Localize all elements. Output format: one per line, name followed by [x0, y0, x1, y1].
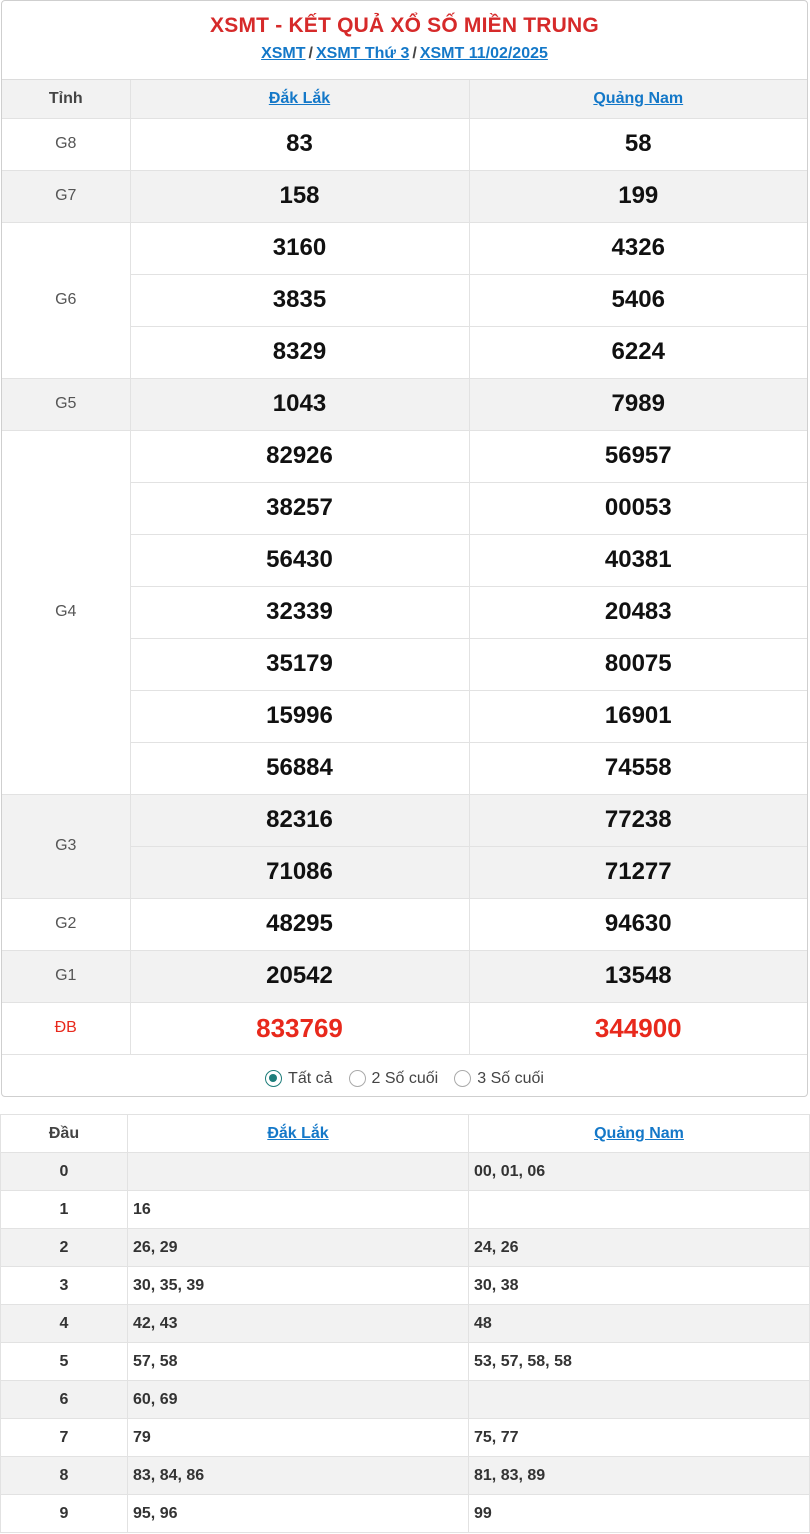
prize-number: 58 [469, 118, 807, 170]
loto-values: 53, 57, 58, 58 [469, 1343, 810, 1381]
prize-number: 94630 [469, 898, 807, 950]
loto-values: 60, 69 [128, 1381, 469, 1419]
prize-row [2, 118, 807, 170]
loto-head-digit: 5 [1, 1343, 128, 1381]
loto-values: 42, 43 [128, 1305, 469, 1343]
prize-number: 48295 [130, 898, 469, 950]
radio-unchecked-icon[interactable] [454, 1070, 471, 1087]
loto-values: 26, 29 [128, 1229, 469, 1267]
prize-number: 5406 [469, 274, 807, 326]
loto-head-digit: 0 [1, 1153, 128, 1191]
prize-number: 4326 [469, 222, 807, 274]
prize-number: 3835 [130, 274, 469, 326]
loto-row [1, 1267, 810, 1305]
province-link[interactable]: Đắk Lắk [268, 89, 331, 107]
prize-number: 13548 [469, 950, 807, 1002]
loto-province-header-2 [469, 1115, 810, 1153]
prize-number: 82926 [130, 430, 469, 482]
loto-values: 48 [469, 1305, 810, 1343]
prize-label: G7 [2, 170, 130, 222]
prize-label: G4 [2, 430, 130, 794]
results-card [1, 0, 808, 1097]
filter-option[interactable] [265, 1070, 332, 1088]
loto-head-digit: 6 [1, 1381, 128, 1419]
province-link[interactable]: Quảng Nam [594, 1124, 684, 1142]
filter-option[interactable] [349, 1070, 439, 1088]
prize-number: 158 [130, 170, 469, 222]
loto-values: 81, 83, 89 [469, 1457, 810, 1495]
prize-number: 20483 [469, 586, 807, 638]
loto-values: 99 [469, 1495, 810, 1533]
province-header-2 [469, 80, 807, 118]
loto-row [1, 1419, 810, 1457]
prize-number: 15996 [130, 690, 469, 742]
province-column-label: Tỉnh [2, 80, 130, 118]
prize-number: 38257 [130, 482, 469, 534]
prize-label: G8 [2, 118, 130, 170]
loto-head-table [0, 1114, 810, 1533]
radio-checked-icon[interactable] [265, 1070, 282, 1087]
loto-values: 75, 77 [469, 1419, 810, 1457]
prize-row [2, 430, 807, 482]
prize-number: 71086 [130, 846, 469, 898]
prize-label: ĐB [2, 1002, 130, 1054]
prize-number: 344900 [469, 1002, 807, 1054]
prize-number: 71277 [469, 846, 807, 898]
prize-row [2, 378, 807, 430]
loto-row [1, 1343, 810, 1381]
loto-values: 16 [128, 1191, 469, 1229]
prize-row [2, 170, 807, 222]
province-header-1 [130, 80, 469, 118]
loto-row [1, 1191, 810, 1229]
prize-number: 833769 [130, 1002, 469, 1054]
prize-number: 35179 [130, 638, 469, 690]
results-table-header [2, 80, 807, 118]
loto-row [1, 1153, 810, 1191]
province-link[interactable]: Quảng Nam [593, 89, 684, 107]
loto-head-digit: 2 [1, 1229, 128, 1267]
loto-values: 57, 58 [128, 1343, 469, 1381]
loto-province-header-1 [128, 1115, 469, 1153]
loto-values: 83, 84, 86 [128, 1457, 469, 1495]
prize-number: 56430 [130, 534, 469, 586]
prize-number: 82316 [130, 794, 469, 846]
prize-label: G5 [2, 378, 130, 430]
prize-number: 56957 [469, 430, 807, 482]
loto-head-digit: 3 [1, 1267, 128, 1305]
loto-values [469, 1381, 810, 1419]
prize-number: 74558 [469, 742, 807, 794]
filter-option[interactable] [454, 1070, 544, 1088]
breadcrumb-date-link[interactable]: XSMT 11/02/2025 [419, 45, 548, 62]
loto-values: 95, 96 [128, 1495, 469, 1533]
prize-row [2, 794, 807, 846]
loto-values [128, 1153, 469, 1191]
filter-option-label: 2 Số cuối [371, 1069, 439, 1087]
prize-number: 83 [130, 118, 469, 170]
prize-label: G6 [2, 222, 130, 378]
radio-unchecked-icon[interactable] [349, 1070, 366, 1087]
loto-values: 24, 26 [469, 1229, 810, 1267]
prize-row [2, 950, 807, 1002]
loto-head-digit: 1 [1, 1191, 128, 1229]
page-title: XSMT - KẾT QUẢ XỔ SỐ MIỀN TRUNG [210, 14, 599, 37]
prize-number: 16901 [469, 690, 807, 742]
prize-number: 6224 [469, 326, 807, 378]
loto-row [1, 1495, 810, 1533]
loto-values: 30, 35, 39 [128, 1267, 469, 1305]
prize-label: G2 [2, 898, 130, 950]
loto-values: 00, 01, 06 [469, 1153, 810, 1191]
loto-head-digit: 9 [1, 1495, 128, 1533]
loto-head-digit: 4 [1, 1305, 128, 1343]
prize-number: 32339 [130, 586, 469, 638]
loto-table-header [1, 1115, 810, 1153]
loto-values: 30, 38 [469, 1267, 810, 1305]
prize-row [2, 222, 807, 274]
prize-number: 199 [469, 170, 807, 222]
loto-head-digit: 8 [1, 1457, 128, 1495]
prize-number: 00053 [469, 482, 807, 534]
head-column-label: Đầu [1, 1115, 128, 1153]
prize-number: 20542 [130, 950, 469, 1002]
loto-values [469, 1191, 810, 1229]
prize-number: 1043 [130, 378, 469, 430]
prize-number: 7989 [469, 378, 807, 430]
prize-row [2, 1002, 807, 1054]
loto-row [1, 1229, 810, 1267]
breadcrumb-weekday-link[interactable]: XSMT Thứ 3 [315, 45, 410, 62]
digit-filter [2, 1055, 807, 1098]
prize-number: 80075 [469, 638, 807, 690]
loto-row [1, 1457, 810, 1495]
prize-number: 3160 [130, 222, 469, 274]
loto-head-digit: 7 [1, 1419, 128, 1457]
province-link[interactable]: Đắk Lắk [267, 1124, 329, 1142]
breadcrumb-xsmt-link[interactable]: XSMT [261, 45, 306, 62]
loto-row [1, 1305, 810, 1343]
loto-values: 79 [128, 1419, 469, 1457]
results-header [2, 1, 807, 80]
prize-label: G1 [2, 950, 130, 1002]
breadcrumb [2, 45, 807, 63]
filter-option-label: Tất cả [288, 1069, 333, 1087]
prize-row [2, 898, 807, 950]
breadcrumb-separator: / [412, 45, 417, 62]
filter-option-label: 3 Số cuối [477, 1069, 544, 1087]
prize-number: 56884 [130, 742, 469, 794]
breadcrumb-separator: / [308, 45, 313, 62]
prize-label: G3 [2, 794, 130, 898]
prize-number: 8329 [130, 326, 469, 378]
loto-row [1, 1381, 810, 1419]
prize-number: 40381 [469, 534, 807, 586]
prize-number: 77238 [469, 794, 807, 846]
results-table [2, 80, 807, 1055]
